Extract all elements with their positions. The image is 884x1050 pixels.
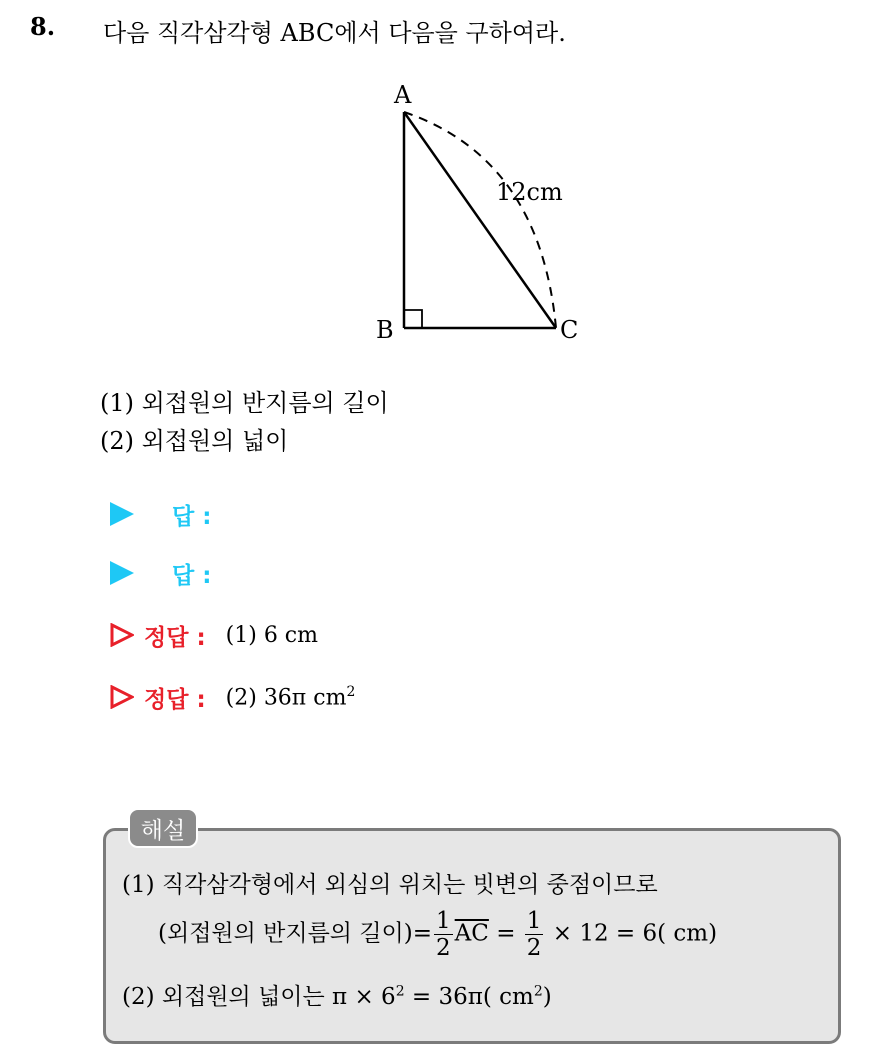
segment-ac: $\overline{AC}$ [454,920,489,947]
correct-answer-label: 정답 : [144,624,206,651]
vertex-c-label: C [560,316,579,344]
hypotenuse-length-label: 12cm [496,178,563,206]
fraction-half: $\frac{1}{2}$ [526,908,542,961]
play-outline-icon [110,623,134,647]
solution-tag: 해설 [128,808,198,848]
fraction-half: $\frac{1}{2}$ [436,908,451,961]
correct-answer-label: 정답 : [144,686,206,713]
side-ac [404,112,556,328]
correct-answer-1 [110,620,318,650]
correct-answer-value: (1) 6 cm [225,622,318,648]
subquestion-1: (1) 외접원의 반지름의 길이 [100,389,389,417]
answer-blank-2 [110,558,211,588]
triangle-figure [370,78,600,348]
correct-answer-2 [110,682,355,712]
solution-line-2: (외접원의 반지름의 길이)= $\frac{1}{2}$ $\overline{AC}$ = $\frac{1}{2}$ × 12 = 6( cm) [158,908,718,961]
question-number: 8. [30,12,56,41]
question-text: 다음 직각삼각형 ABC에서 다음을 구하여라. [103,19,566,47]
solution-line-3: (2) 외접원의 넓이는 $\pi \times 6^2 = 36\pi$( $cm^2$) [122,983,552,1010]
play-icon [110,502,134,526]
play-icon [110,561,134,585]
correct-answer-value: (2) 36π $cm^2$ [225,683,356,711]
subquestion-2: (2) 외접원의 넓이 [100,427,289,455]
answer-label: 답 : [172,503,212,530]
solution-line-1: (1) 직각삼각형에서 외심의 위치는 빗변의 중점이므로 [122,872,658,898]
answer-label: 답 : [172,562,212,589]
right-angle-mark [404,310,422,328]
answer-blank-1 [110,499,211,529]
vertex-a-label: A [394,81,412,109]
play-outline-icon [110,685,134,709]
vertex-b-label: B [376,316,394,344]
